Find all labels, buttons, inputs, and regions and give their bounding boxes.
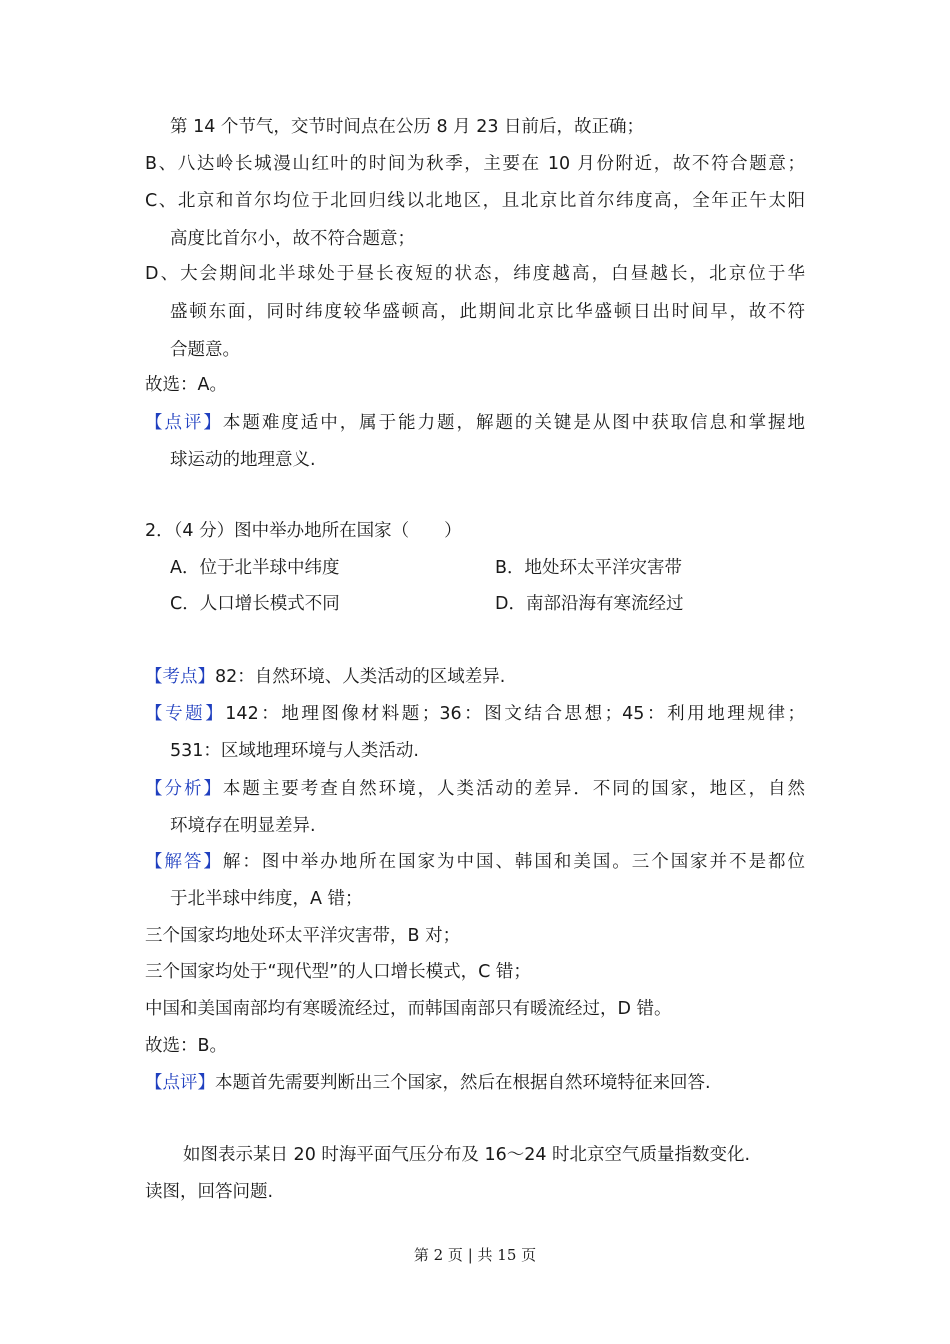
- question-stem: 2．（4 分）图中举办地所在国家（ ）: [145, 521, 462, 541]
- answer-line: 故选：A。: [145, 375, 227, 395]
- text-line: 第 14 个节气，交节时间点在公历 8 月 23 日前后，故正确；: [170, 117, 645, 137]
- zhuanti-tag: 【专题】: [145, 704, 226, 724]
- review-tag: 【点评】: [145, 1073, 215, 1093]
- text-line: 环境存在明显差异.: [170, 816, 316, 836]
- intro-line: 读图，回答问题.: [145, 1182, 274, 1202]
- option-b: B．地处环太平洋灾害带: [495, 558, 683, 578]
- fenxi-tag: 【分析】: [145, 779, 223, 799]
- intro-line: 如图表示某日 20 时海平面气压分布及 16～24 时北京空气质量指数变化.: [183, 1145, 751, 1165]
- review-tag: 【点评】: [145, 413, 223, 433]
- review-line: [145, 411, 805, 435]
- kaodian-text: 82：自然环境、人类活动的区域差异.: [215, 667, 506, 687]
- option-d-explanation: D、大会期间北半球处于昼长夜短的状态，纬度越高，白昼越长，北京位于华: [145, 264, 805, 284]
- text-line: 中国和美国南部均有寒暖流经过，而韩国南部只有暖流经过，D 错。: [145, 999, 672, 1019]
- zhuanti-text: 142：地理图像材料题；36：图文结合思想；45：利用地理规律；: [225, 704, 806, 724]
- answer-line: 故选：B。: [145, 1036, 228, 1056]
- kaodian-tag: 【考点】: [145, 667, 215, 687]
- option-c-explanation: C、北京和首尔均位于北回归线以北地区，且北京比首尔纬度高，全年正午太阳: [145, 191, 805, 211]
- text-line: 高度比首尔小，故不符合题意；: [170, 229, 415, 249]
- option-d: D．南部沿海有寒流经过: [495, 594, 684, 614]
- option-c: C．人口增长模式不同: [170, 594, 340, 614]
- jieda-text: 解：图中举办地所在国家为中国、韩国和美国。三个国家并不是都位: [222, 852, 806, 872]
- review-text: 本题难度适中，属于能力题，解题的关键是从图中获取信息和掌握地: [222, 413, 806, 433]
- page-footer: 第 2 页 | 共 15 页: [413, 1246, 537, 1264]
- text-line: 三个国家均地处环太平洋灾害带，B 对；: [145, 926, 461, 946]
- option-a: A．位于北半球中纬度: [170, 558, 340, 578]
- jieda-tag: 【解答】: [145, 852, 223, 872]
- fenxi-text: 本题主要考查自然环境，人类活动的差异．不同的国家，地区，自然: [222, 779, 806, 799]
- text-line: 三个国家均处于“现代型”的人口增长模式，C 错；: [145, 962, 531, 982]
- text-line: 531：区域地理环境与人类活动.: [170, 741, 419, 761]
- review-line: [145, 1071, 711, 1095]
- review-text: 本题首先需要判断出三个国家，然后在根据自然环境特征来回答.: [215, 1073, 711, 1093]
- option-b-explanation: B、八达岭长城漫山红叶的时间为秋季，主要在 10 月份附近，故不符合题意；: [145, 154, 805, 174]
- text-line: 盛顿东面，同时纬度较华盛顿高，此期间北京比华盛顿日出时间早，故不符: [170, 302, 805, 322]
- kaodian-line: [145, 665, 505, 689]
- text-line: 于北半球中纬度，A 错；: [170, 889, 363, 909]
- fenxi-line: [145, 777, 805, 801]
- text-line: 合题意。: [170, 340, 240, 360]
- zhuanti-line: [145, 702, 805, 726]
- text-line: 球运动的地理意义.: [170, 450, 316, 470]
- jieda-line: [145, 850, 805, 874]
